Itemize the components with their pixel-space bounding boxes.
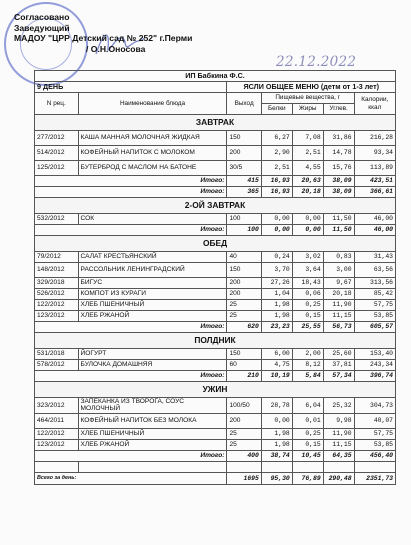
recipe-number: 329/2018 — [35, 278, 79, 289]
dish-calories: 313,56 — [354, 278, 395, 289]
table-row — [35, 398, 396, 414]
dish-name: КОФЕЙНЫЙ НАПИТОК БЕЗ МОЛОКА — [78, 413, 227, 428]
dish-protein: 28,78 — [261, 398, 292, 414]
dish-fat: 18,43 — [292, 278, 323, 289]
dish-fat: 0,06 — [292, 289, 323, 300]
dish-name: БУЛОЧКА ДОМАШНЯЯ — [78, 360, 227, 371]
dish-carbs: 31,86 — [323, 131, 354, 146]
dish-output: 100/50 — [227, 398, 261, 414]
recipe-number: 531/2018 — [35, 349, 79, 360]
dish-calories: 113,89 — [354, 161, 395, 176]
dish-protein: 2,90 — [261, 146, 292, 161]
section-row — [35, 115, 396, 131]
dish-carbs: 11,15 — [323, 311, 354, 322]
dish-carbs: 9,98 — [323, 413, 354, 428]
recipe-number: 79/2012 — [35, 252, 79, 263]
dish-carbs: 15,76 — [323, 161, 354, 176]
dish-output: 60 — [227, 360, 261, 371]
dish-output: 25 — [227, 439, 261, 450]
dish-calories: 31,43 — [354, 252, 395, 263]
spacer-cell — [323, 461, 354, 472]
subtotal-output: 100 — [227, 225, 261, 236]
dish-carbs: 11,50 — [323, 214, 354, 225]
approval-block — [14, 12, 334, 54]
dish-name: БУТЕРБРОД С МАСЛОМ НА БАТОНЕ — [78, 161, 227, 176]
dish-name: КОФЕЙНЫЙ НАПИТОК С МОЛОКОМ — [78, 146, 227, 161]
subtotal-fat: 20,63 — [292, 176, 323, 187]
subtotal-row — [35, 225, 396, 236]
subtotal-output: 400 — [227, 450, 261, 461]
dish-name: САЛАТ КРЕСТЬЯНСКИЙ — [78, 252, 227, 263]
spacer-cell — [35, 461, 79, 472]
header-recipe: N рец. — [35, 93, 79, 115]
recipe-number: 122/2012 — [35, 428, 79, 439]
dish-output: 25 — [227, 311, 261, 322]
dish-fat: 0,01 — [292, 413, 323, 428]
approval-label: Согласовано — [14, 12, 70, 22]
approval-position: Заведующий — [14, 22, 70, 33]
header-protein: Белки — [261, 104, 292, 115]
section-row — [35, 333, 396, 349]
subtotal-protein: 16,93 — [261, 176, 292, 187]
dish-protein: 1,04 — [261, 289, 292, 300]
dish-fat: 2,51 — [292, 146, 323, 161]
subtotal-row — [35, 450, 396, 461]
dish-calories: 53,85 — [354, 439, 395, 450]
dish-calories: 243,34 — [354, 360, 395, 371]
dish-output: 150 — [227, 131, 261, 146]
subtotal-label: Итого: — [35, 322, 227, 333]
subtotal-fat: 20,18 — [292, 187, 323, 198]
subtotal-carbs: 57,34 — [323, 371, 354, 382]
section-row — [35, 198, 396, 214]
subtotal-fat: 5,84 — [292, 371, 323, 382]
table-row — [35, 428, 396, 439]
grand-total-row — [35, 472, 396, 484]
recipe-number: 277/2012 — [35, 131, 79, 146]
spacer-cell — [78, 461, 227, 472]
subtotal-protein: 0,00 — [261, 225, 292, 236]
dish-protein: 0,00 — [261, 413, 292, 428]
table-row — [35, 131, 396, 146]
dish-protein: 2,51 — [261, 161, 292, 176]
dish-fat: 0,00 — [292, 214, 323, 225]
subtotal-label: Итого: — [35, 187, 227, 198]
section-title: ОБЕД — [35, 236, 396, 252]
grand-total-output: 1695 — [227, 472, 261, 484]
dish-fat: 3,64 — [292, 263, 323, 278]
approval-organization: МАДОУ "ЦРР Детский сад № 252" г.Перми — [14, 33, 193, 44]
dish-carbs: 37,81 — [323, 360, 354, 371]
dish-calories: 304,73 — [354, 398, 395, 414]
grand-total-calories: 2351,73 — [354, 472, 395, 484]
dish-fat: 6,04 — [292, 398, 323, 414]
dish-name: ХЛЕБ ПШЕНИЧНЫЙ — [78, 428, 227, 439]
section-row — [35, 236, 396, 252]
dish-fat: 0,15 — [292, 439, 323, 450]
dish-output: 150 — [227, 349, 261, 360]
table-row — [35, 300, 396, 311]
dish-fat: 7,08 — [292, 131, 323, 146]
dish-calories: 46,00 — [354, 214, 395, 225]
subtotal-label: Итого: — [35, 176, 227, 187]
subtotal-calories: 366,61 — [354, 187, 395, 198]
dish-fat: 4,55 — [292, 161, 323, 176]
spacer-cell — [227, 461, 261, 472]
dish-fat: 8,12 — [292, 360, 323, 371]
recipe-number: 464/2011 — [35, 413, 79, 428]
approval-signatory: / О.Н.Оносова — [86, 43, 146, 54]
dish-calories: 216,28 — [354, 131, 395, 146]
recipe-number: 148/2012 — [35, 263, 79, 278]
recipe-number: 323/2012 — [35, 398, 79, 414]
dish-output: 25 — [227, 300, 261, 311]
subtotal-row — [35, 176, 396, 187]
table-row — [35, 278, 396, 289]
dish-calories: 63,56 — [354, 263, 395, 278]
dish-carbs: 0,83 — [323, 252, 354, 263]
dish-protein: 1,98 — [261, 439, 292, 450]
dish-protein: 27,26 — [261, 278, 292, 289]
table-row — [35, 252, 396, 263]
subtotal-output: 415 — [227, 176, 261, 187]
dish-fat: 2,00 — [292, 349, 323, 360]
header-name: Наименование блюда — [78, 93, 227, 115]
dish-name: СОК — [78, 214, 227, 225]
dish-carbs: 14,78 — [323, 146, 354, 161]
dish-calories: 53,85 — [354, 311, 395, 322]
recipe-number: 123/2012 — [35, 311, 79, 322]
subtotal-label: Итого: — [35, 225, 227, 236]
grand-total-fat: 76,89 — [292, 472, 323, 484]
grand-total-protein: 95,30 — [261, 472, 292, 484]
header-calories: Калории, ккал — [354, 93, 395, 115]
recipe-number: 526/2012 — [35, 289, 79, 300]
subtotal-carbs: 11,50 — [323, 225, 354, 236]
subtotal-carbs: 56,73 — [323, 322, 354, 333]
recipe-number: 578/2012 — [35, 360, 79, 371]
subtotal-fat: 0,00 — [292, 225, 323, 236]
spacer-cell — [292, 461, 323, 472]
dish-name: КОМПОТ ИЗ КУРАГИ — [78, 289, 227, 300]
spacer-cell — [261, 461, 292, 472]
dish-output: 200 — [227, 289, 261, 300]
header-output: Выход — [227, 93, 261, 115]
day-label: 9 ДЕНЬ — [35, 82, 227, 93]
subtotal-label: Итого: — [35, 371, 227, 382]
subtotal-fat: 25,55 — [292, 322, 323, 333]
dish-fat: 0,15 — [292, 311, 323, 322]
table-row — [35, 289, 396, 300]
dish-calories: 93,34 — [354, 146, 395, 161]
grand-total-carbs: 290,48 — [323, 472, 354, 484]
section-row — [35, 382, 396, 398]
dish-carbs: 11,90 — [323, 300, 354, 311]
subtotal-fat: 10,45 — [292, 450, 323, 461]
dish-protein: 1,98 — [261, 428, 292, 439]
recipe-number: 122/2012 — [35, 300, 79, 311]
subtotal-carbs: 38,09 — [323, 187, 354, 198]
dish-name: ЗАПЕКАНКА ИЗ ТВОРОГА, СОУС МОЛОЧНЫЙ — [78, 398, 227, 414]
dish-calories: 40,07 — [354, 413, 395, 428]
section-title: УЖИН — [35, 382, 396, 398]
subtotal-output: 210 — [227, 371, 261, 382]
dish-protein: 1,98 — [261, 300, 292, 311]
table-row — [35, 439, 396, 450]
table-row — [35, 263, 396, 278]
organization-name: ИП Бабкина Ф.С. — [35, 71, 396, 82]
recipe-number: 514/2012 — [35, 146, 79, 161]
subtotal-protein: 16,93 — [261, 187, 292, 198]
dish-protein: 3,70 — [261, 263, 292, 278]
dish-fat: 0,25 — [292, 428, 323, 439]
subtotal-protein: 23,23 — [261, 322, 292, 333]
dish-carbs: 25,60 — [323, 349, 354, 360]
dish-protein: 1,98 — [261, 311, 292, 322]
table-row — [35, 146, 396, 161]
dish-name: ЙОГУРТ — [78, 349, 227, 360]
header-fat: Жиры — [292, 104, 323, 115]
approval-date: 22.12.2022 — [276, 54, 357, 70]
subtotal-calories: 423,51 — [354, 176, 395, 187]
menu-title: ЯСЛИ ОБЩЕЕ МЕНЮ (детм от 1-3 лет) — [227, 82, 396, 93]
menu-table — [34, 70, 396, 485]
dish-carbs: 11,15 — [323, 439, 354, 450]
subtotal-carbs: 38,09 — [323, 176, 354, 187]
dish-calories: 57,75 — [354, 428, 395, 439]
table-row — [35, 349, 396, 360]
subtotal-output: 620 — [227, 322, 261, 333]
dish-output: 40 — [227, 252, 261, 263]
dish-name: ХЛЕБ ПШЕНИЧНЫЙ — [78, 300, 227, 311]
section-title: ПОЛДНИК — [35, 333, 396, 349]
dish-carbs: 3,00 — [323, 263, 354, 278]
subtotal-protein: 10,19 — [261, 371, 292, 382]
header-nutrients: Пищевые вещества, г — [261, 93, 354, 104]
table-row — [35, 214, 396, 225]
section-title: ЗАВТРАК — [35, 115, 396, 131]
dish-output: 200 — [227, 413, 261, 428]
dish-protein: 4,75 — [261, 360, 292, 371]
dish-carbs: 25,32 — [323, 398, 354, 414]
dish-name: ХЛЕБ РЖАНОЙ — [78, 311, 227, 322]
section-title: 2-ОЙ ЗАВТРАК — [35, 198, 396, 214]
dish-name: РАССОЛЬНИК ЛЕНИНГРАДСКИЙ — [78, 263, 227, 278]
subtotal-row — [35, 187, 396, 198]
header-carbs: Углев. — [323, 104, 354, 115]
table-row — [35, 360, 396, 371]
table-row — [35, 161, 396, 176]
day-row — [35, 82, 396, 93]
dish-output: 200 — [227, 146, 261, 161]
dish-protein: 0,24 — [261, 252, 292, 263]
dish-carbs: 11,90 — [323, 428, 354, 439]
subtotal-carbs: 64,35 — [323, 450, 354, 461]
dish-carbs: 20,18 — [323, 289, 354, 300]
recipe-number: 532/2012 — [35, 214, 79, 225]
subtotal-label: Итого: — [35, 450, 227, 461]
dish-output: 100 — [227, 214, 261, 225]
grand-total-label: Всего за день: — [35, 472, 227, 484]
dish-name: БИГУС — [78, 278, 227, 289]
table-row — [35, 311, 396, 322]
subtotal-calories: 456,40 — [354, 450, 395, 461]
dish-carbs: 9,67 — [323, 278, 354, 289]
dish-protein: 0,00 — [261, 214, 292, 225]
dish-fat: 3,02 — [292, 252, 323, 263]
header-row — [35, 93, 396, 104]
subtotal-calories: 396,74 — [354, 371, 395, 382]
dish-name: ХЛЕБ РЖАНОЙ — [78, 439, 227, 450]
spacer-row — [35, 461, 396, 472]
subtotal-calories: 605,57 — [354, 322, 395, 333]
dish-output: 150 — [227, 263, 261, 278]
organization-row — [35, 71, 396, 82]
dish-name: КАША МАННАЯ МОЛОЧНАЯ ЖИДКАЯ — [78, 131, 227, 146]
dish-protein: 6,00 — [261, 349, 292, 360]
table-row — [35, 413, 396, 428]
dish-calories: 153,40 — [354, 349, 395, 360]
recipe-number: 125/2012 — [35, 161, 79, 176]
recipe-number: 123/2012 — [35, 439, 79, 450]
dish-protein: 6,27 — [261, 131, 292, 146]
spacer-cell — [354, 461, 395, 472]
dish-output: 200 — [227, 278, 261, 289]
subtotal-protein: 38,74 — [261, 450, 292, 461]
subtotal-row — [35, 322, 396, 333]
subtotal-output: 365 — [227, 187, 261, 198]
subtotal-row — [35, 371, 396, 382]
dish-calories: 57,75 — [354, 300, 395, 311]
dish-calories: 85,42 — [354, 289, 395, 300]
dish-fat: 0,25 — [292, 300, 323, 311]
dish-output: 30/5 — [227, 161, 261, 176]
dish-output: 25 — [227, 428, 261, 439]
subtotal-calories: 46,00 — [354, 225, 395, 236]
